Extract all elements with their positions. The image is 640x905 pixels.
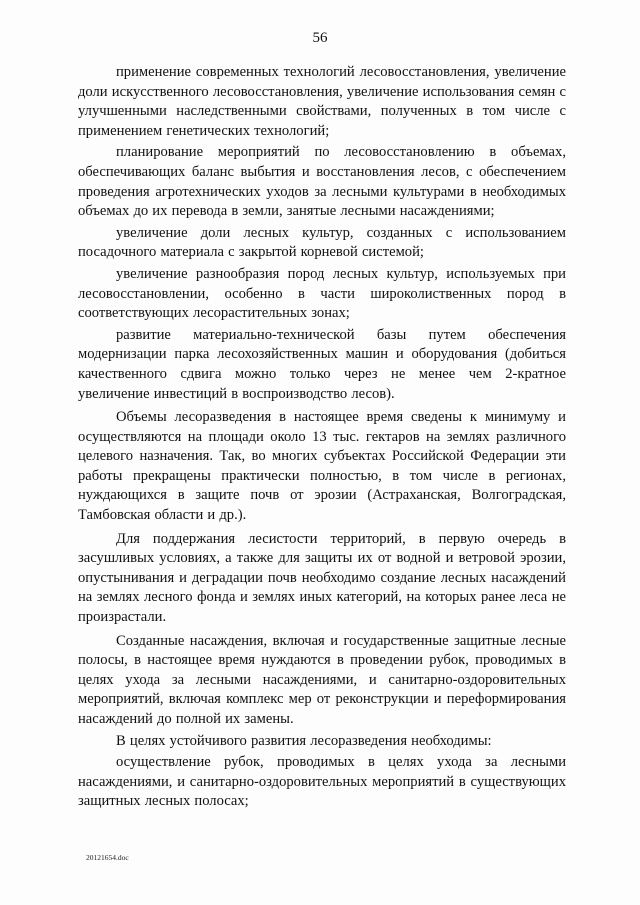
paragraph: планирование мероприятий по лесовосстановлению в объемах, обеспечивающих баланс выбытия и восстановления лесов, с обеспечением проведения агротехнических уходов за лесными культурами в необходимых объемах до их перевода в земли, занятые лесными насаждениями; — [78, 144, 566, 220]
paragraph: Для поддержания лесистости территорий, в первую очередь в засушливых условиях, а также для защиты их от водной и ветровой эрозии, опустынивания и деградации почв необходимо создание лесных насаждений на землях лесного фонда и землях иных категорий, на которых ранее леса не произрастали. — [78, 530, 566, 626]
footer-file-code: 20121654.doc — [86, 853, 129, 862]
paragraph: применение современных технологий лесовосстановления, увеличение доли искусственного лесовосстановления, увеличение использования семян с улучшенными наследственными свойствами, полученных в том числе с применением генетических технологий; — [78, 64, 566, 139]
paragraph: В целях устойчивого развития лесоразведения необходимы: — [116, 732, 492, 749]
paragraph: увеличение доли лесных культур, созданных с использованием посадочного материала с закрытой корневой системой; — [78, 224, 566, 261]
paragraph: Созданные насаждения, включая и государственные защитные лесные полосы, в настоящее время нуждаются в проведении рубок, проводимых в целях ухода за лесными насаждениями, и санитарно-оздоровительных мероприятий, включая комплекс мер от реконструкции и переформирования насаждений до полной их замены. — [78, 632, 566, 727]
paragraph: Объемы лесоразведения в настоящее время сведены к минимуму и осуществляются на площади около 13 тыс. гектаров на землях различного целевого назначения. Так, во многих субъектах Российской Федерации эти работы прекращены практически полностью, в том числе в регионах, нуждающихся в защите почв от эрозии (Астраханская, Волгоградская, Тамбовская области и др.). — [78, 409, 566, 524]
page-number: 56 — [312, 30, 328, 46]
paragraph: развитие материально-технической базы путем обеспечения модернизации парка лесохозяйственных машин и оборудования (добиться качественного сдвига можно только через не менее чем 2-кратное увеличение инвестиций в воспроизводство лесов). — [78, 326, 566, 402]
paragraph: осуществление рубок, проводимых в целях ухода за лесными насаждениями, и санитарно-оздоровительных мероприятий в существующих защитных лесных полосах; — [78, 754, 566, 810]
paragraph: увеличение разнообразия пород лесных культур, используемых при лесовосстановлении, особенно в части широколиственных пород в соответствующих лесорастительных зонах; — [78, 265, 566, 322]
document-body — [78, 63, 566, 814]
